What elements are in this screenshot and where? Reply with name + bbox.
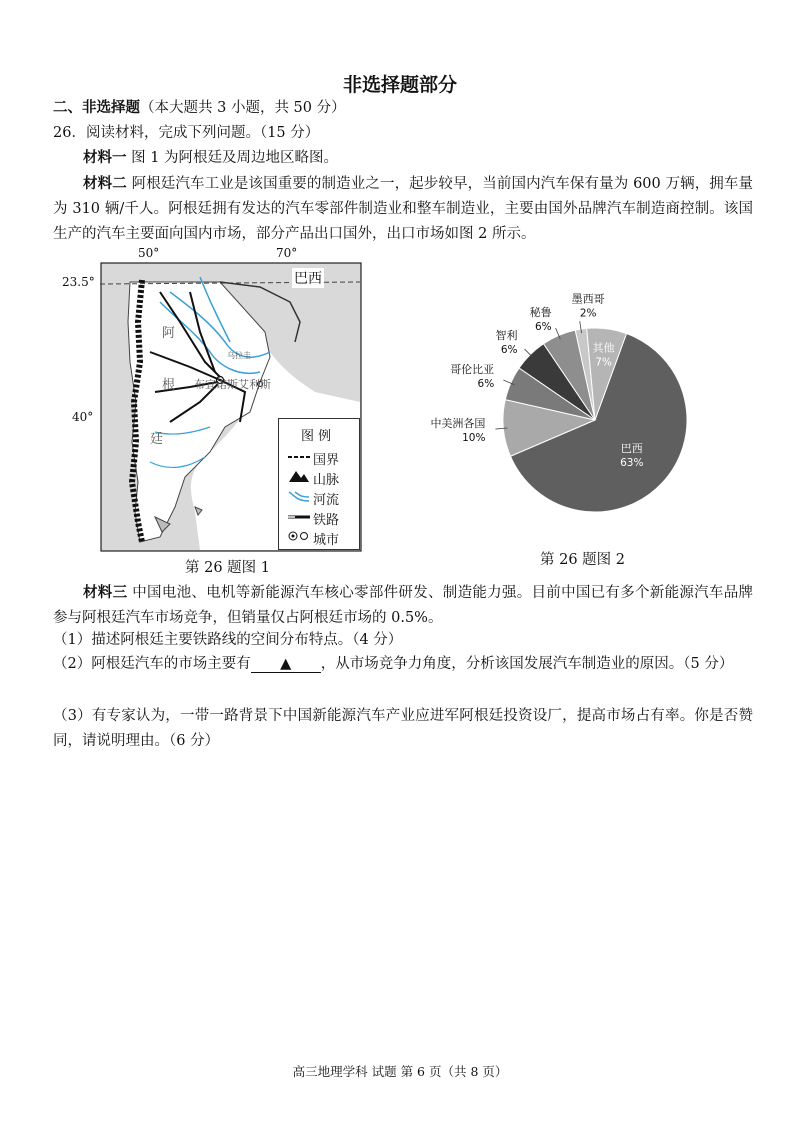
pie-category-label-0: 巴西 [620,441,643,455]
pie-value-label-2: 6% [477,377,495,390]
page-footer: 高三地理学科 试题 第 6 页（共 8 页） [292,1064,508,1079]
pie-svg [420,292,720,540]
label-ar-2: 根 [162,378,176,393]
pie-value-label-6: 7% [595,356,612,369]
export-pie-chart [420,292,720,540]
legend-mountain: 山脉 [287,469,339,487]
legend-title: 图 例 [301,429,332,444]
material-1-text: 图 1 为阿根廷及周边地区略图。 [131,150,339,166]
map-legend [278,418,360,550]
pie-value-label-4: 6% [534,320,552,333]
lon-70-label: 70° [276,246,298,260]
pie-value-label-0: 63% [620,456,644,469]
question-26: 26．阅读材料，完成下列问题。（15 分） [53,125,320,141]
lon-50-label: 50° [138,246,160,260]
section-title: 非选择题部分 [342,74,457,96]
label-buenos-aires: 布宜诺斯艾利斯 [194,378,271,391]
material-2-text: 阿根廷汽车工业是该国重要的制造业之一，起步较早，当前国内汽车保有量为 600 万辆，拥车量为 310 辆/千人。阿根廷拥有发达的汽车零部件制造业和整车制造业，主要由国外品牌汽车制造商控制。该国生产的汽车主要面向国内市场，部分产品出口国外，出口市场如图 2 所示。 [53,176,754,242]
legend-rail: 铁路 [287,509,339,527]
legend-river: 河流 [287,489,339,507]
railway-icon [287,512,311,522]
material-2 [53,171,753,247]
mountain-icon [287,469,311,483]
lat-40-label: 40° [72,410,94,424]
question-1: （1）描述阿根廷主要铁路线的空间分布特点。（4 分） [53,632,403,648]
part-heading-line [53,96,753,120]
border-icon [287,452,311,462]
pie-value-label-5: 2% [579,307,597,320]
material-1-label: 材料一 [83,149,127,166]
pie-value-label-3: 6% [500,343,518,356]
map-caption: 第 26 题图 1 [185,560,271,576]
part-heading: 二、非选择题 [53,99,140,116]
label-ar-3: 廷 [150,432,164,447]
legend-border: 国界 [287,449,339,467]
question-3: （3）有专家认为，一带一路背景下中国新能源汽车产业应进军阿根廷投资设厂，提高市场占有率。你是否赞同，请说明理由。（6 分） [53,708,753,749]
river-icon [287,489,311,503]
pie-category-label-5: 墨西哥 [571,292,605,306]
pie-category-label-3: 智利 [495,328,518,342]
part-note: （本大题共 3 小题，共 50 分） [140,100,346,116]
pie-caption: 第 26 题图 2 [540,552,626,568]
pie-value-label-1: 10% [462,431,486,444]
pie-category-label-6: 其他 [592,341,615,355]
question-2: （2）阿根廷汽车的市场主要有 ▲ ，从市场竞争力角度，分析该国发展汽车制造业的原因。（5 分） [53,656,734,672]
pie-category-label-1: 中美洲各国 [430,416,486,430]
city-icon [287,530,311,542]
pie-category-label-4: 秘鲁 [529,305,552,319]
material-1 [83,146,783,170]
material-3-text: 中国电池、电机等新能源汽车核心零部件研发、制造能力强。目前中国已有多个新能源汽车品牌参与阿根廷汽车市场竞争，但销量仅占阿根廷市场的 0.5%。 [53,585,754,626]
label-brazil: 巴西 [292,268,324,288]
answer-blank: ▲ [251,656,321,673]
legend-city: 城市 [287,529,339,547]
label-uruguay: 乌拉圭 [227,351,251,360]
material-2-label: 材料二 [83,175,127,192]
lat-23-label: 23.5° [62,275,95,289]
pie-category-label-2: 哥伦比亚 [450,362,495,376]
label-ar-1: 阿 [162,326,176,341]
material-3-label: 材料三 [83,584,128,601]
material-3 [53,580,753,631]
